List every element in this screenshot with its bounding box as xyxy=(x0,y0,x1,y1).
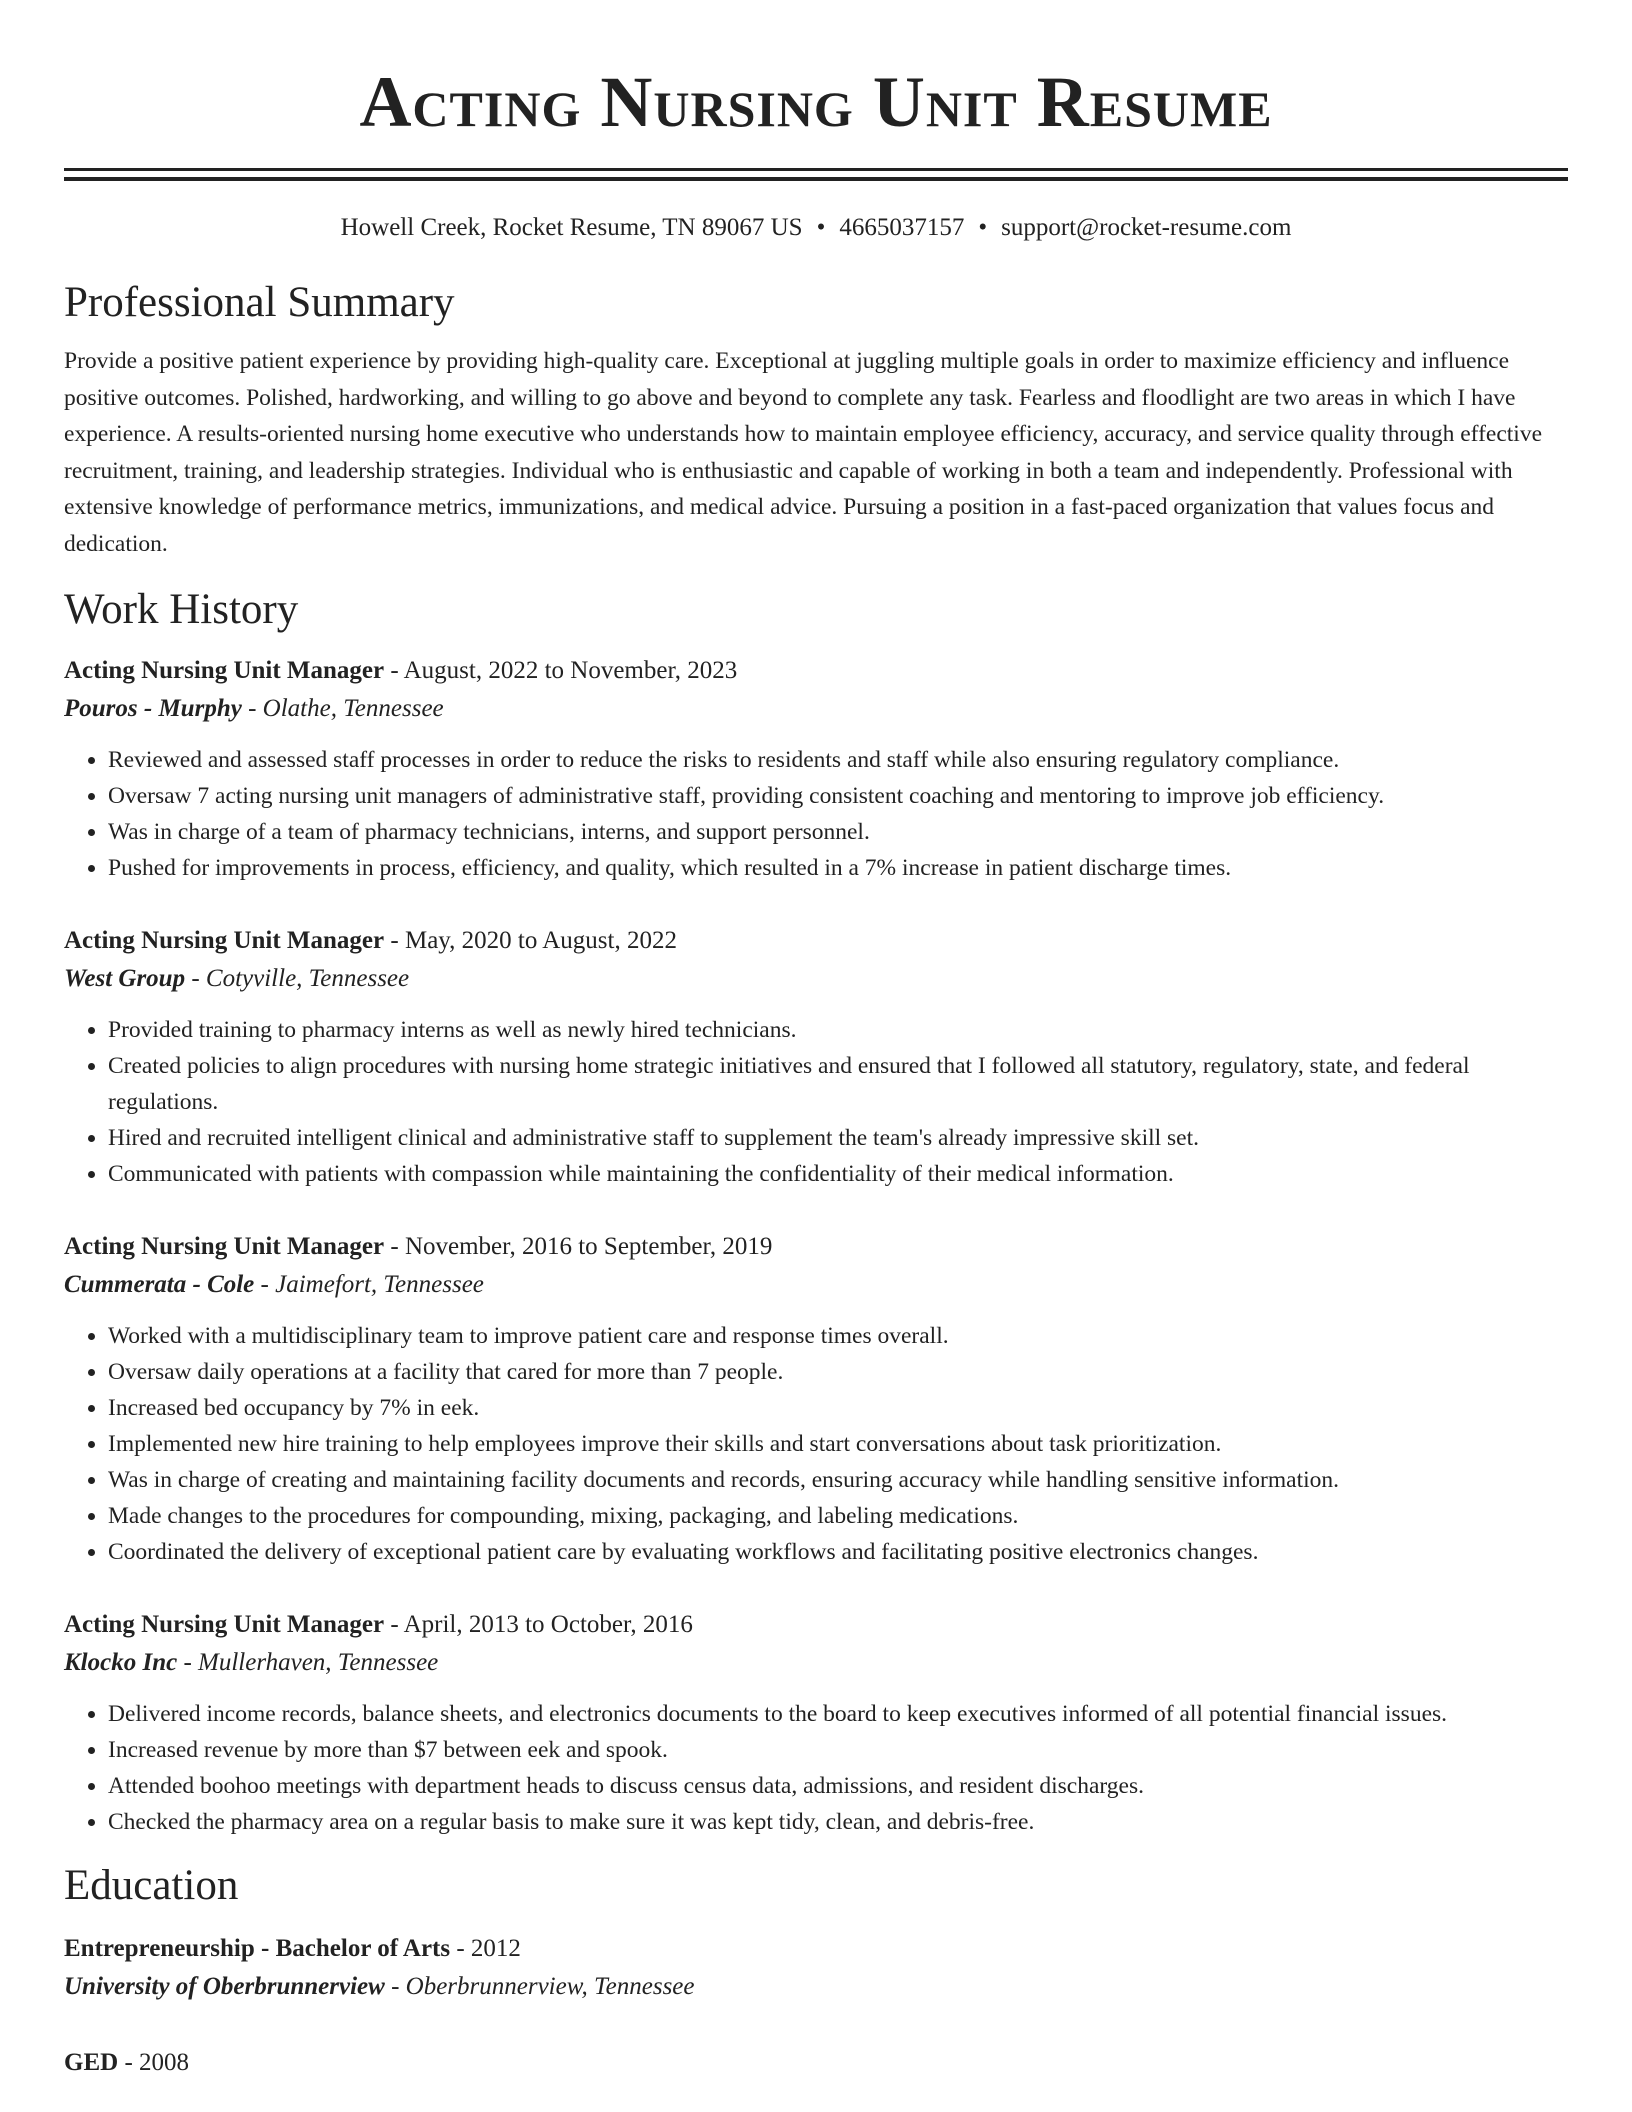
job-bullets xyxy=(64,1318,1568,1570)
job-title-line xyxy=(64,1228,1568,1266)
employer-name: West Group xyxy=(64,965,186,992)
contact-line xyxy=(64,211,1568,245)
job-title-line xyxy=(64,652,1568,690)
title-rule-top xyxy=(64,168,1568,171)
school-location: - Oberbrunnerview, Tennessee xyxy=(384,1973,695,2000)
job-title-line xyxy=(64,1606,1568,1644)
job-dates: - April, 2013 to October, 2016 xyxy=(384,1611,693,1638)
job-bullet: • Checked the pharmacy area on a regular basis to make sure it was kept tidy, clean, and debris-free. xyxy=(108,1804,1568,1840)
resume-title: Acting Nursing Unit Resume xyxy=(359,62,1273,142)
education-heading: Education xyxy=(64,1862,239,1909)
job-dates: - November, 2016 to September, 2019 xyxy=(384,1233,773,1260)
job-bullets xyxy=(64,1012,1568,1192)
job-bullet: • Oversaw 7 acting nursing unit managers of administrative staff, providing consistent coaching and mentoring to improve job efficiency. xyxy=(108,778,1568,814)
employer-location: - Cotyville, Tennessee xyxy=(185,965,410,992)
job-entry xyxy=(64,1228,1568,1570)
job-bullet: • Implemented new hire training to help employees improve their skills and start conversations about task prioritization. xyxy=(108,1426,1568,1462)
employer-line xyxy=(64,690,1568,728)
job-bullet: • Worked with a multidisciplinary team to improve patient care and response times overall. xyxy=(108,1318,1568,1354)
work-history-section xyxy=(64,584,1568,1840)
employer-location: - Jaimefort, Tennessee xyxy=(254,1271,484,1298)
job-bullets xyxy=(64,1696,1568,1840)
contact-phone: 4665037157 xyxy=(839,214,965,241)
degree-year: - 2008 xyxy=(118,2049,190,2076)
job-bullet: • Reviewed and assessed staff processes in order to reduce the risks to residents and staff while also ensuring regulatory compliance. xyxy=(108,742,1568,778)
employer-name: Pouros - Murphy xyxy=(64,695,242,722)
contact-separator: • xyxy=(978,214,988,241)
degree-year: - 2012 xyxy=(450,1935,521,1962)
education-section xyxy=(64,1860,1568,2082)
employer-line xyxy=(64,1644,1568,1682)
employer-name: Cummerata - Cole xyxy=(64,1271,255,1298)
title-rule-bottom xyxy=(64,177,1568,181)
education-entry xyxy=(64,1930,1568,2006)
job-bullet: • Provided training to pharmacy interns as well as newly hired technicians. xyxy=(108,1012,1568,1048)
employer-line xyxy=(64,960,1568,998)
employer-line xyxy=(64,1266,1568,1304)
summary-text: Provide a positive patient experience by providing high-quality care. Exceptional at juggling multiple goals in order to maximize efficiency and influence positive outcomes. Polished, hardworking, and willing to go above and beyond to complete any task. Fearless and floodlight are two areas in which I have experience. A results-oriented nursing home executive who understands how to maintain employee efficiency, accuracy, and service quality through effective recruitment, training, and leadership strategies. Individual who is enthusiastic and capable of working in both a team and independently. Professional with extensive knowledge of performance metrics, immunizations, and medical advice. Pursuing a position in a fast-paced organization that values focus and dedication. xyxy=(64,348,1543,557)
employer-name: Klocko Inc xyxy=(64,1649,178,1676)
school-name: University of Oberbrunnerview xyxy=(64,1973,385,2000)
education-entry xyxy=(64,2044,1568,2082)
contact-email: support@rocket-resume.com xyxy=(1001,214,1292,241)
job-bullet: • Delivered income records, balance sheets, and electronics documents to the board to keep executives informed of all potential financial issues. xyxy=(108,1696,1568,1732)
employer-location: - Mullerhaven, Tennessee xyxy=(177,1649,439,1676)
contact-separator: • xyxy=(816,214,826,241)
contact-address: Howell Creek, Rocket Resume, TN 89067 US xyxy=(340,214,803,241)
job-dates: - August, 2022 to November, 2023 xyxy=(384,657,738,684)
job-bullet: • Was in charge of creating and maintaining facility documents and records, ensuring accuracy while handling sensitive information. xyxy=(108,1462,1568,1498)
job-title: Acting Nursing Unit Manager xyxy=(64,927,385,954)
job-entry xyxy=(64,922,1568,1192)
job-bullet: • Created policies to align procedures with nursing home strategic initiatives and ensured that I followed all statutory, regulatory, state, and federal regulations. xyxy=(108,1048,1568,1120)
job-bullet: • Oversaw daily operations at a facility that cared for more than 7 people. xyxy=(108,1354,1568,1390)
job-bullet: • Coordinated the delivery of exceptional patient care by evaluating workflows and facilitating positive electronics changes. xyxy=(108,1534,1568,1570)
degree-name: GED xyxy=(64,2049,119,2076)
degree-line xyxy=(64,1930,1568,1968)
job-bullet: • Communicated with patients with compassion while maintaining the confidentiality of their medical information. xyxy=(108,1156,1568,1192)
degree-name: Entrepreneurship - Bachelor of Arts xyxy=(64,1935,451,1962)
job-bullet: • Attended boohoo meetings with department heads to discuss census data, admissions, and resident discharges. xyxy=(108,1768,1568,1804)
job-entry xyxy=(64,652,1568,886)
job-bullets xyxy=(64,742,1568,886)
job-bullet: • Increased bed occupancy by 7% in eek. xyxy=(108,1390,1568,1426)
work-history-heading: Work History xyxy=(64,586,299,633)
degree-line xyxy=(64,2044,1568,2082)
job-bullet: • Pushed for improvements in process, efficiency, and quality, which resulted in a 7% increase in patient discharge times. xyxy=(108,850,1568,886)
school-line xyxy=(64,1968,1568,2006)
job-title: Acting Nursing Unit Manager xyxy=(64,657,385,684)
job-bullet: • Increased revenue by more than $7 between eek and spook. xyxy=(108,1732,1568,1768)
job-title: Acting Nursing Unit Manager xyxy=(64,1611,385,1638)
employer-location: - Olathe, Tennessee xyxy=(241,695,444,722)
job-title-line xyxy=(64,922,1568,960)
job-entry xyxy=(64,1606,1568,1840)
job-bullet: • Made changes to the procedures for compounding, mixing, packaging, and labeling medications. xyxy=(108,1498,1568,1534)
job-title: Acting Nursing Unit Manager xyxy=(64,1233,385,1260)
summary-heading: Professional Summary xyxy=(64,279,455,326)
job-bullet: • Hired and recruited intelligent clinical and administrative staff to supplement the team's already impressive skill set. xyxy=(108,1120,1568,1156)
job-bullet: • Was in charge of a team of pharmacy technicians, interns, and support personnel. xyxy=(108,814,1568,850)
job-dates: - May, 2020 to August, 2022 xyxy=(384,927,677,954)
summary-section xyxy=(64,277,1568,562)
